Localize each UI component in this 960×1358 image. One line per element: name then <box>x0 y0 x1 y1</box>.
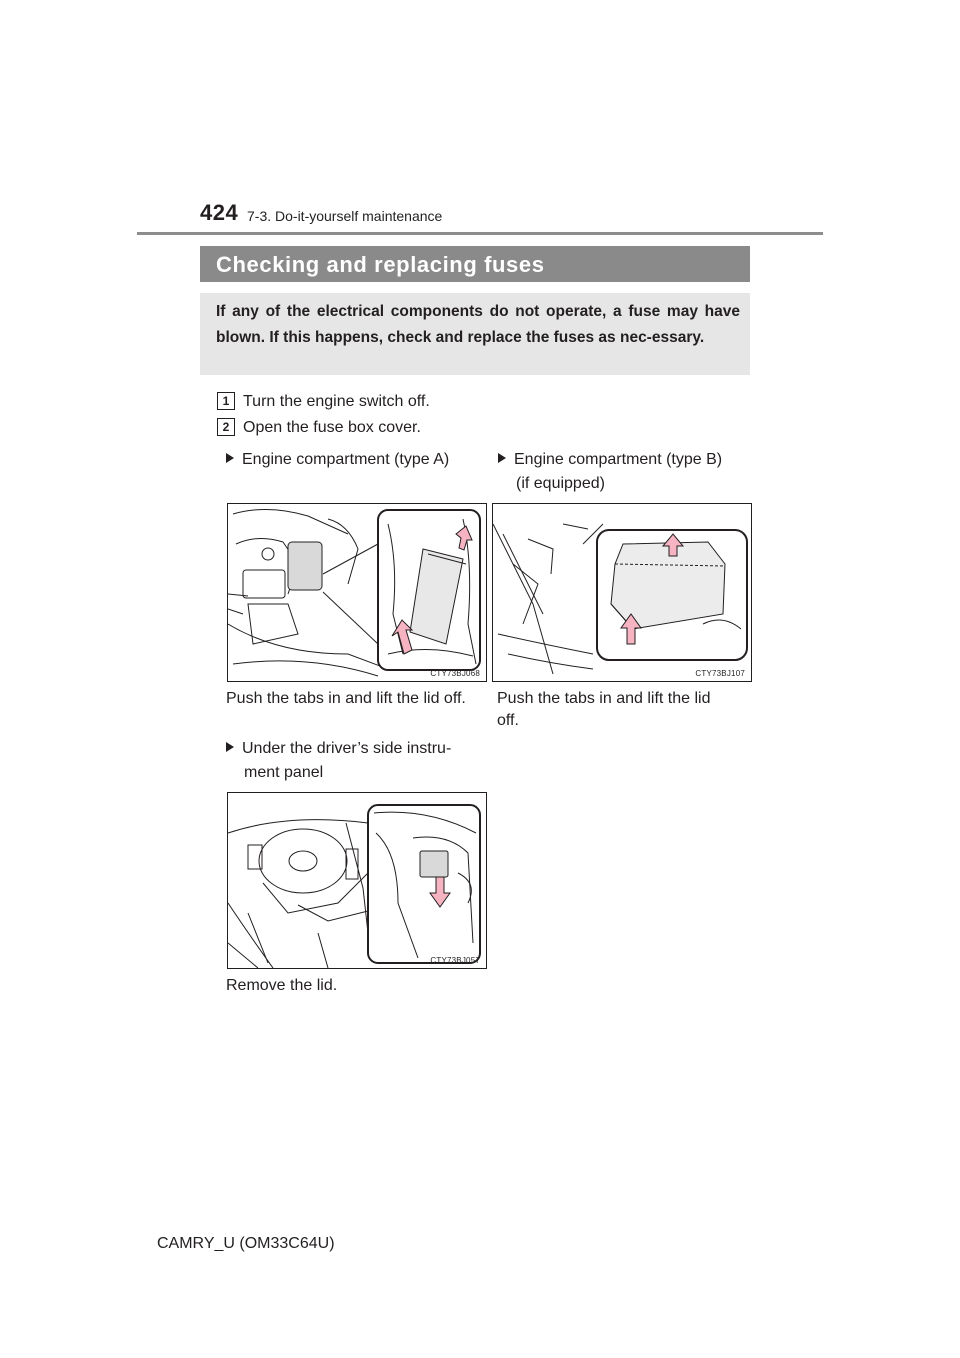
figure-code: CTY73BJ107 <box>695 669 745 678</box>
triangle-bullet-icon <box>226 742 234 752</box>
caption-line2: off. <box>497 712 519 729</box>
bullet-text-line1: Engine compartment (type B) <box>514 451 723 468</box>
step-text-2: Open the fuse box cover. <box>243 419 421 436</box>
bullet-text: Engine compartment (type A) <box>242 451 450 468</box>
bullet-driver-side-panel <box>226 737 486 785</box>
title-bar <box>200 246 750 282</box>
step-text-1: Turn the engine switch off. <box>243 393 430 410</box>
intro-box <box>200 293 750 375</box>
header-rule <box>137 232 823 235</box>
page-number: 424 <box>200 200 239 225</box>
caption-engine-type-b <box>497 688 747 732</box>
engine-compartment-illustration <box>493 504 751 681</box>
bullet-text-line1: Under the driver’s side instru- <box>242 740 452 757</box>
instrument-panel-illustration <box>228 793 486 968</box>
footer-document-id: CAMRY_U (OM33C64U) <box>157 1235 335 1252</box>
figure-engine-type-a <box>227 503 487 682</box>
triangle-bullet-icon <box>226 453 234 463</box>
caption-text: Push the tabs in and lift the lid <box>497 690 711 707</box>
step-badge-1: 1 <box>217 392 235 410</box>
step-badge-2: 2 <box>217 418 235 436</box>
page-title: Checking and replacing fuses <box>216 252 545 277</box>
figure-code: CTY73BJ057 <box>430 956 480 965</box>
intro-text: If any of the electrical components do not operate, a fuse may have blown. If this happens, check and replace the fuses as nec-essary. <box>216 303 740 346</box>
figure-engine-type-b <box>492 503 752 682</box>
caption-driver-side-panel: Remove the lid. <box>226 977 338 994</box>
figure-driver-side-panel <box>227 792 487 969</box>
figure-code: CTY73BJ068 <box>430 669 480 678</box>
triangle-bullet-icon <box>498 453 506 463</box>
bullet-text-line2: ment panel <box>244 764 324 781</box>
bullet-text-line2: (if equipped) <box>516 475 605 492</box>
bullet-engine-type-a <box>226 448 449 472</box>
caption-line1 <box>497 688 747 710</box>
section-heading: 7-3. Do-it-yourself maintenance <box>247 208 443 224</box>
caption-engine-type-a: Push the tabs in and lift the lid off. <box>226 690 466 707</box>
bullet-engine-type-b <box>498 448 748 496</box>
engine-compartment-illustration <box>228 504 486 681</box>
